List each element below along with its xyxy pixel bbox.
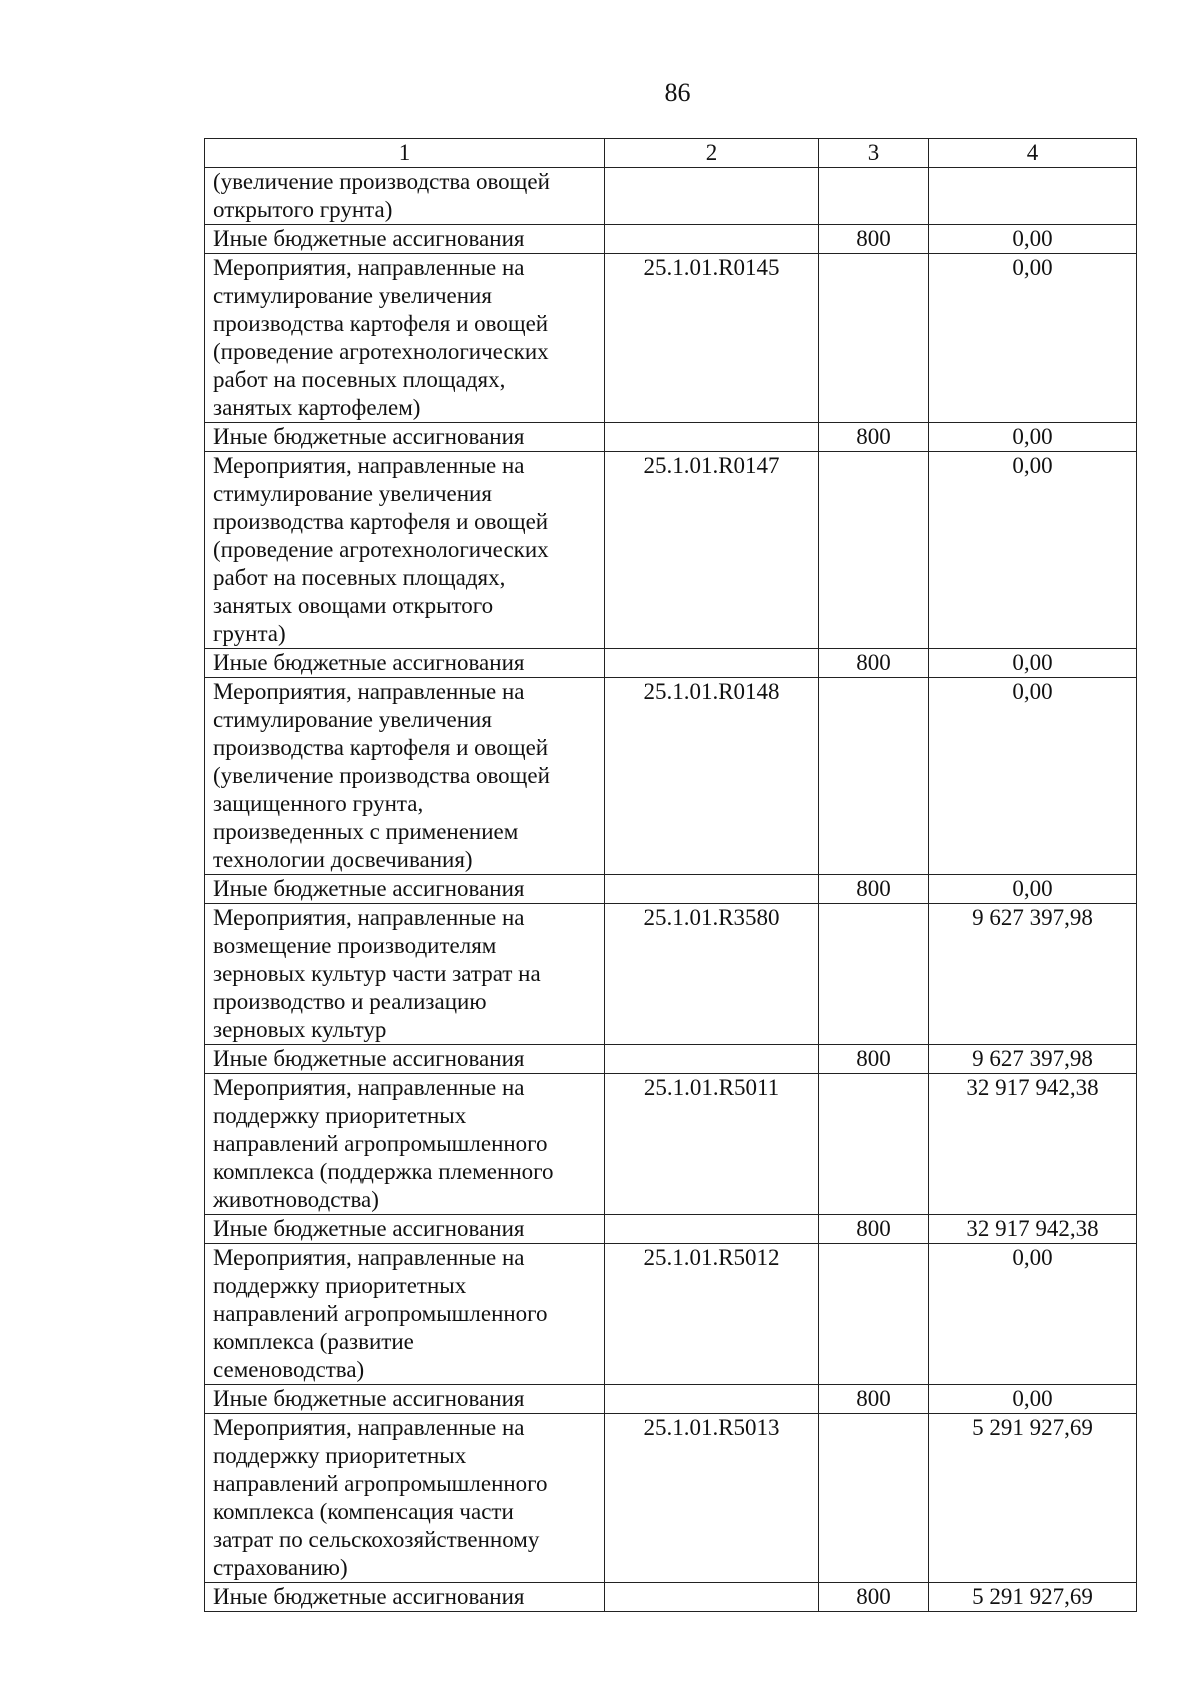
row-type-cell bbox=[819, 168, 929, 225]
table-row bbox=[205, 168, 1137, 225]
row-type-cell bbox=[819, 678, 929, 875]
row-name-cell: Иные бюджетные ассигнования bbox=[205, 225, 605, 254]
row-type-cell: 800 bbox=[819, 1385, 929, 1414]
table-row bbox=[205, 649, 1137, 678]
row-amount-cell: 9 627 397,98 bbox=[929, 1045, 1137, 1074]
row-amount-cell: 0,00 bbox=[929, 254, 1137, 423]
row-type-cell: 800 bbox=[819, 875, 929, 904]
table-row bbox=[205, 452, 1137, 649]
row-type-cell: 800 bbox=[819, 1215, 929, 1244]
column-header-2: 2 bbox=[605, 139, 819, 168]
row-name-cell: Мероприятия, направленные на поддержку приоритетных направлений агропромышленного комплекса (поддержка племенного животноводства) bbox=[205, 1074, 605, 1215]
row-code-cell: 25.1.01.R0145 bbox=[605, 254, 819, 423]
row-code-cell: 25.1.01.R5011 bbox=[605, 1074, 819, 1215]
row-name-cell: Мероприятия, направленные на возмещение производителям зерновых культур части затрат на производство и реализацию зерновых культур bbox=[205, 904, 605, 1045]
row-type-cell bbox=[819, 904, 929, 1045]
budget-table bbox=[204, 138, 1137, 1612]
row-type-cell: 800 bbox=[819, 1045, 929, 1074]
row-amount-cell: 0,00 bbox=[929, 875, 1137, 904]
row-code-cell bbox=[605, 1045, 819, 1074]
row-amount-cell: 32 917 942,38 bbox=[929, 1215, 1137, 1244]
row-name-cell: Иные бюджетные ассигнования bbox=[205, 1045, 605, 1074]
page-number: 86 bbox=[664, 78, 691, 107]
row-name-cell: Иные бюджетные ассигнования bbox=[205, 1583, 605, 1612]
row-amount-cell: 0,00 bbox=[929, 678, 1137, 875]
table-row bbox=[205, 678, 1137, 875]
table-row bbox=[205, 254, 1137, 423]
column-header-4: 4 bbox=[929, 139, 1137, 168]
row-name-cell: Иные бюджетные ассигнования bbox=[205, 1215, 605, 1244]
row-code-cell bbox=[605, 1215, 819, 1244]
row-type-cell bbox=[819, 1414, 929, 1583]
row-type-cell: 800 bbox=[819, 423, 929, 452]
row-type-cell bbox=[819, 1244, 929, 1385]
column-header-3: 3 bbox=[819, 139, 929, 168]
row-code-cell: 25.1.01.R0147 bbox=[605, 452, 819, 649]
row-amount-cell: 0,00 bbox=[929, 649, 1137, 678]
row-code-cell bbox=[605, 1583, 819, 1612]
table-row bbox=[205, 1385, 1137, 1414]
row-amount-cell: 9 627 397,98 bbox=[929, 904, 1137, 1045]
row-type-cell bbox=[819, 452, 929, 649]
row-code-cell bbox=[605, 649, 819, 678]
row-amount-cell: 0,00 bbox=[929, 423, 1137, 452]
table-row bbox=[205, 1244, 1137, 1385]
row-amount-cell: 0,00 bbox=[929, 225, 1137, 254]
row-amount-cell: 5 291 927,69 bbox=[929, 1414, 1137, 1583]
row-code-cell bbox=[605, 168, 819, 225]
row-code-cell bbox=[605, 875, 819, 904]
table-row bbox=[205, 1215, 1137, 1244]
table-row bbox=[205, 1074, 1137, 1215]
row-amount-cell bbox=[929, 168, 1137, 225]
row-type-cell: 800 bbox=[819, 225, 929, 254]
row-name-cell: Мероприятия, направленные на стимулирование увеличения производства картофеля и овощей (увеличение производства овощей защищенного грунта, произведенных с применением технологии досвечивания) bbox=[205, 678, 605, 875]
table-row bbox=[205, 1414, 1137, 1583]
row-name-cell: Мероприятия, направленные на поддержку приоритетных направлений агропромышленного комплекса (компенсация части затрат по сельскохозяйственному страхованию) bbox=[205, 1414, 605, 1583]
row-amount-cell: 5 291 927,69 bbox=[929, 1583, 1137, 1612]
row-name-cell: Иные бюджетные ассигнования bbox=[205, 649, 605, 678]
row-name-cell: Мероприятия, направленные на стимулирование увеличения производства картофеля и овощей (проведение агротехнологических работ на посевных площадях, занятых картофелем) bbox=[205, 254, 605, 423]
table-row bbox=[205, 1045, 1137, 1074]
table-row bbox=[205, 225, 1137, 254]
row-code-cell: 25.1.01.R5012 bbox=[605, 1244, 819, 1385]
row-code-cell bbox=[605, 225, 819, 254]
row-name-cell: (увеличение производства овощей открытого грунта) bbox=[205, 168, 605, 225]
row-type-cell: 800 bbox=[819, 1583, 929, 1612]
row-amount-cell: 0,00 bbox=[929, 452, 1137, 649]
row-type-cell bbox=[819, 1074, 929, 1215]
row-code-cell: 25.1.01.R0148 bbox=[605, 678, 819, 875]
row-name-cell: Мероприятия, направленные на стимулирование увеличения производства картофеля и овощей (проведение агротехнологических работ на посевных площадях, занятых овощами открытого грунта) bbox=[205, 452, 605, 649]
row-code-cell bbox=[605, 423, 819, 452]
row-name-cell: Иные бюджетные ассигнования bbox=[205, 875, 605, 904]
table-row bbox=[205, 875, 1137, 904]
row-code-cell: 25.1.01.R5013 bbox=[605, 1414, 819, 1583]
row-amount-cell: 32 917 942,38 bbox=[929, 1074, 1137, 1215]
row-name-cell: Иные бюджетные ассигнования bbox=[205, 423, 605, 452]
table-row bbox=[205, 1583, 1137, 1612]
row-code-cell bbox=[605, 1385, 819, 1414]
table-row bbox=[205, 904, 1137, 1045]
table-header-row bbox=[205, 139, 1137, 168]
table-row bbox=[205, 423, 1137, 452]
row-code-cell: 25.1.01.R3580 bbox=[605, 904, 819, 1045]
row-amount-cell: 0,00 bbox=[929, 1244, 1137, 1385]
row-name-cell: Иные бюджетные ассигнования bbox=[205, 1385, 605, 1414]
row-type-cell bbox=[819, 254, 929, 423]
row-name-cell: Мероприятия, направленные на поддержку приоритетных направлений агропромышленного комплекса (развитие семеноводства) bbox=[205, 1244, 605, 1385]
column-header-1: 1 bbox=[205, 139, 605, 168]
row-type-cell: 800 bbox=[819, 649, 929, 678]
row-amount-cell: 0,00 bbox=[929, 1385, 1137, 1414]
